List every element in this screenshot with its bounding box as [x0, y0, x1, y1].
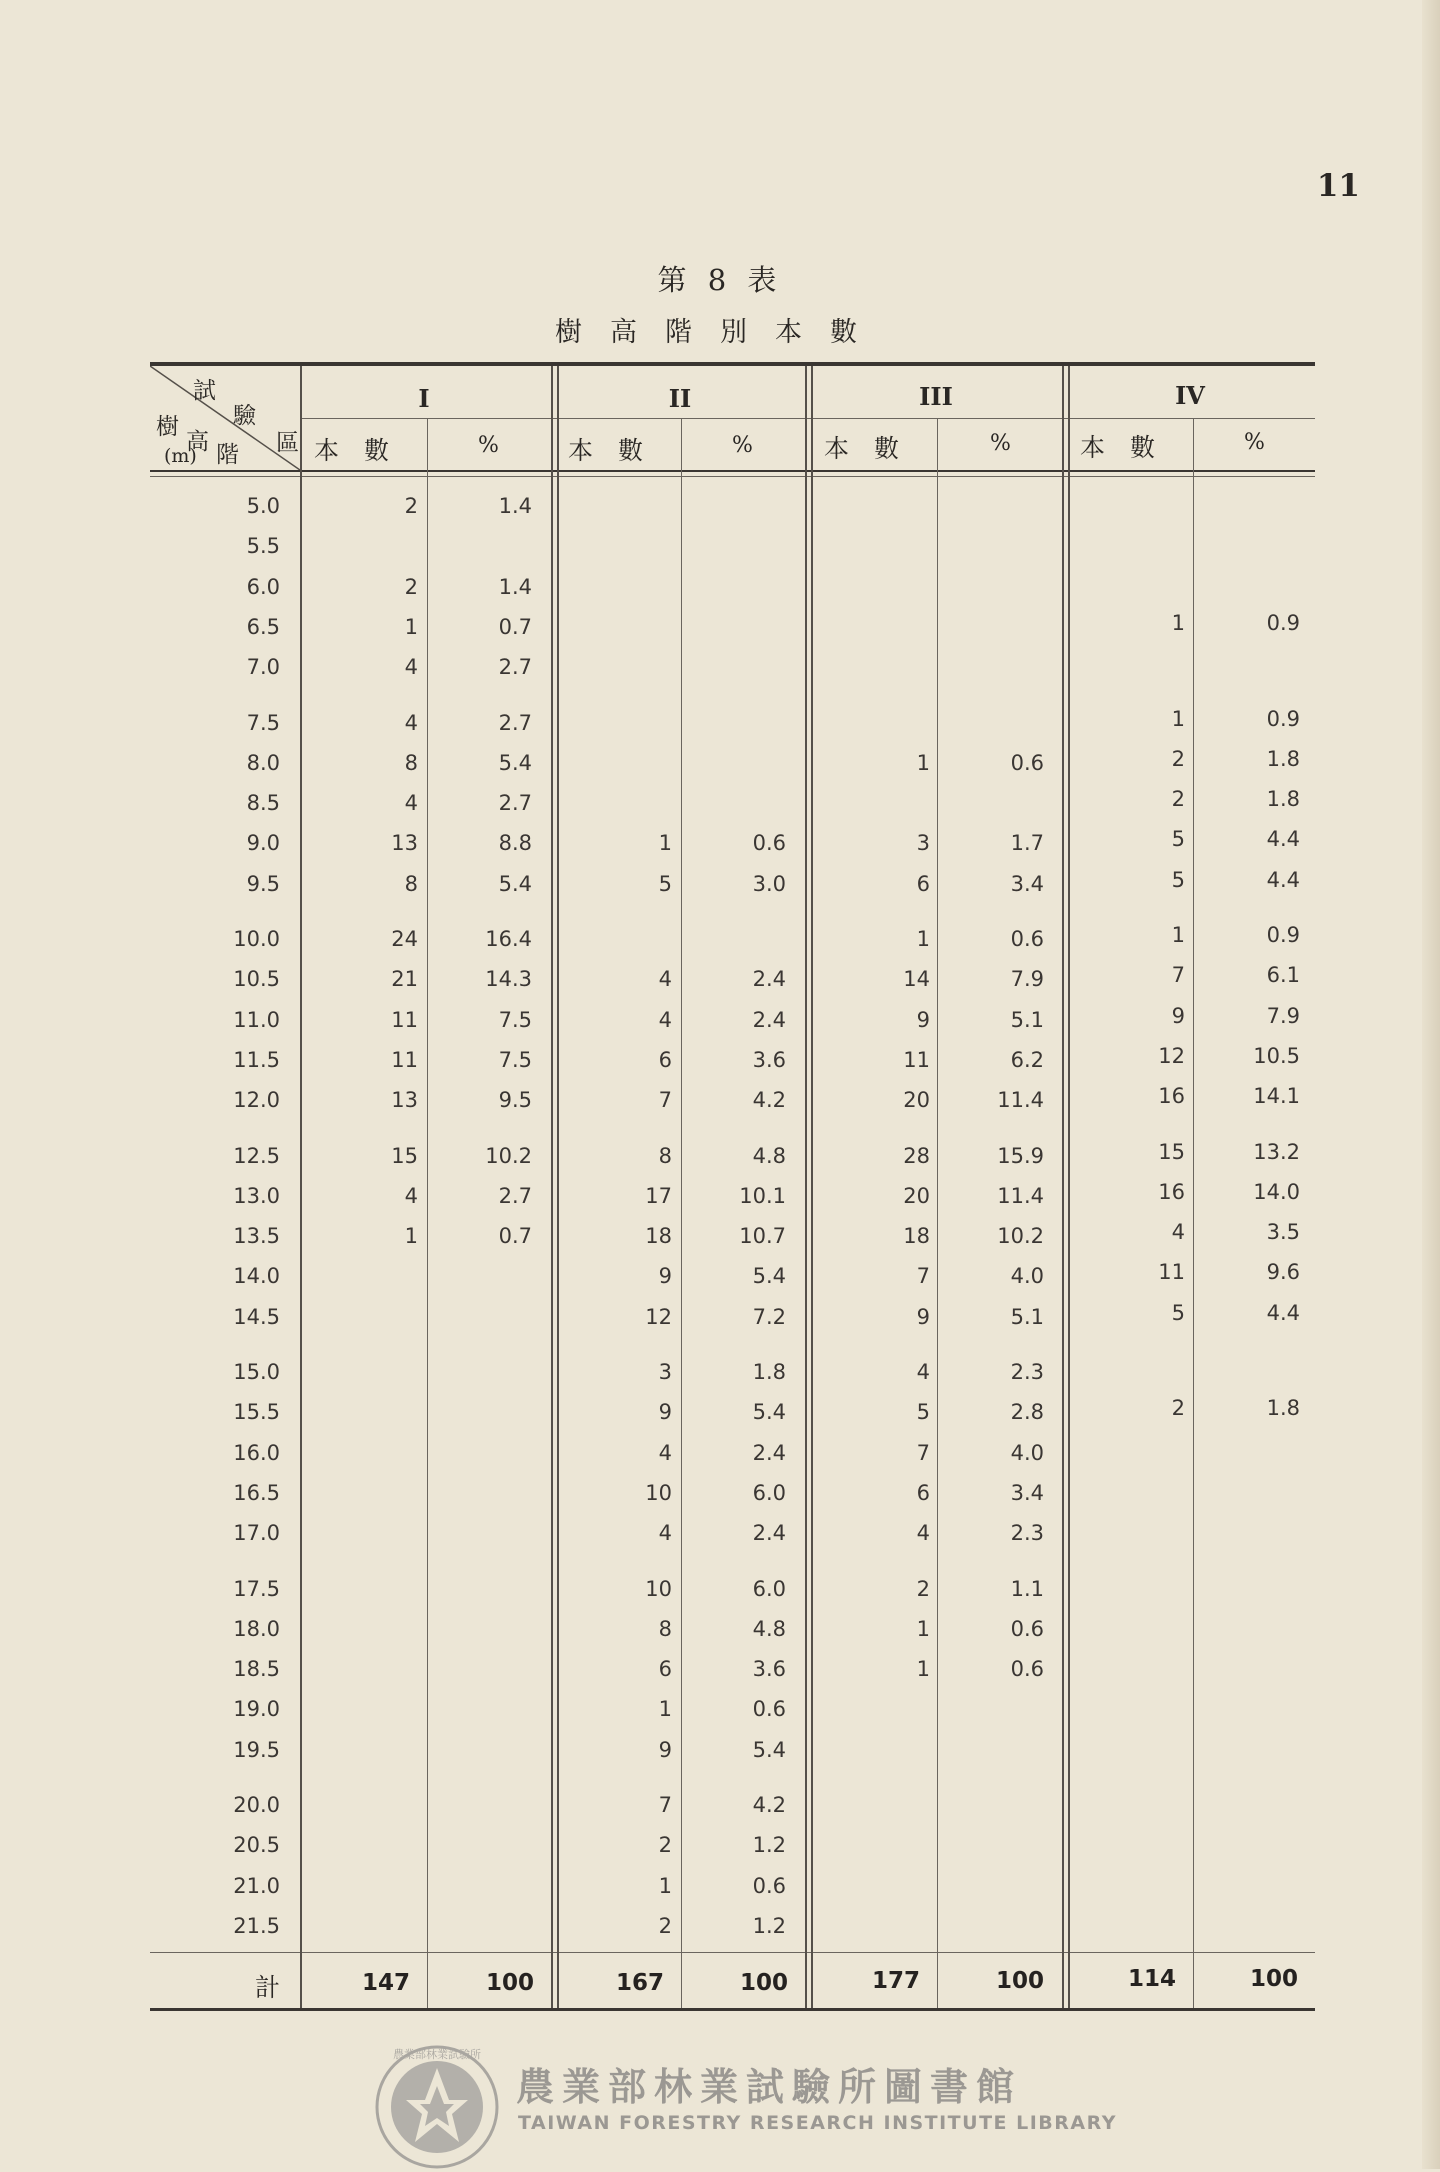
total-pct-ii: 100 — [739, 1970, 788, 1996]
cell-count-iii: 7 — [916, 1264, 930, 1289]
cell-count-iv: 1 — [1171, 610, 1185, 635]
cell-pct-i: 5.4 — [498, 750, 532, 775]
cell-count-i: 8 — [404, 871, 418, 896]
corner-label-height: 高 — [186, 429, 209, 455]
cell-count-iv: 2 — [1171, 746, 1185, 771]
cell-count-i: 2 — [404, 494, 418, 518]
cell-pct-ii: 5.4 — [752, 1400, 786, 1425]
cell-count-ii: 2 — [658, 1833, 672, 1858]
cell-pct-iv: 1.8 — [1266, 787, 1300, 812]
cell-pct-ii: 10.1 — [739, 1183, 786, 1208]
cell-pct-iv: 0.9 — [1266, 706, 1300, 731]
cell-count-i: 11 — [391, 1047, 418, 1072]
cell-pct-i: 2.7 — [498, 710, 532, 735]
cell-count-iii: 28 — [903, 1143, 930, 1168]
col-divider-ii — [681, 418, 682, 2008]
cell-count-iv: 15 — [1158, 1139, 1185, 1164]
cell-pct-i: 14.3 — [485, 967, 532, 992]
cell-count-ii: 1 — [658, 1697, 672, 1722]
corner-label-tree: 樹 — [156, 414, 179, 440]
cell-count-iv: 2 — [1171, 1396, 1185, 1421]
plot-divider-iii-iv-a — [1062, 366, 1064, 2008]
cell-count-iii: 14 — [903, 967, 930, 992]
cell-pct-iii: 11.4 — [997, 1183, 1044, 1208]
col-divider-i — [427, 418, 428, 2008]
cell-pct-i: 5.4 — [498, 871, 532, 896]
cell-pct-iv: 4.4 — [1266, 1300, 1300, 1325]
cell-pct-ii: 5.4 — [752, 1264, 786, 1289]
corner-label-class: 階 — [216, 442, 239, 468]
cell-count-ii: 1 — [658, 831, 672, 856]
cell-count-iii: 5 — [916, 1400, 930, 1425]
cell-pct-ii: 3.6 — [752, 1657, 786, 1682]
cell-pct-ii: 4.8 — [752, 1616, 786, 1641]
cell-pct-iii: 6.2 — [1010, 1047, 1044, 1072]
header-bottom-rule-2 — [150, 476, 1315, 477]
cell-pct-ii: 6.0 — [752, 1480, 786, 1505]
cell-pct-iii: 3.4 — [1010, 1480, 1044, 1505]
height-class-cell: 5.5 — [246, 534, 280, 559]
cell-count-iv: 2 — [1171, 787, 1185, 812]
height-class-cell: 20.0 — [233, 1793, 280, 1817]
height-class-cell: 12.5 — [233, 1143, 280, 1168]
corner-label-plot: 區 — [276, 430, 299, 456]
cell-count-ii: 10 — [645, 1480, 672, 1505]
cell-pct-iii: 4.0 — [1010, 1440, 1044, 1465]
cell-pct-ii: 3.6 — [752, 1047, 786, 1072]
cell-pct-iv: 9.6 — [1266, 1260, 1300, 1285]
total-label: 計 — [254, 1973, 280, 2002]
cell-count-ii: 3 — [658, 1360, 672, 1384]
cell-count-iv: 5 — [1171, 1300, 1185, 1325]
height-class-cell: 11.0 — [233, 1007, 280, 1032]
cell-pct-iii: 2.3 — [1010, 1521, 1044, 1546]
total-count-ii: 167 — [615, 1970, 664, 1996]
cell-pct-i: 10.2 — [485, 1143, 532, 1168]
height-class-cell: 8.0 — [246, 750, 280, 775]
height-class-cell: 14.0 — [233, 1264, 280, 1289]
cell-pct-ii: 0.6 — [752, 1873, 786, 1898]
height-class-cell: 13.0 — [233, 1183, 280, 1208]
height-class-cell: 18.5 — [233, 1657, 280, 1682]
cell-pct-iii: 5.1 — [1010, 1304, 1044, 1329]
cell-pct-iii: 11.4 — [997, 1088, 1044, 1113]
height-class-cell: 6.0 — [246, 574, 280, 599]
plot-header-i: I — [418, 384, 430, 413]
col-divider-height — [300, 366, 302, 2008]
cell-count-ii: 1 — [658, 1873, 672, 1898]
cell-pct-i: 2.7 — [498, 1183, 532, 1208]
height-class-cell: 19.0 — [233, 1697, 280, 1722]
cell-pct-iii: 7.9 — [1010, 967, 1044, 992]
height-class-cell: 8.5 — [246, 791, 280, 816]
cell-pct-i: 1.4 — [498, 494, 532, 518]
table-subtitle: 樹高階別本數 — [555, 317, 885, 348]
cell-pct-i: 7.5 — [498, 1007, 532, 1032]
cell-count-ii: 8 — [658, 1143, 672, 1168]
table-bottom-rule — [150, 2008, 1315, 2011]
cell-pct-ii: 2.4 — [752, 1521, 786, 1546]
height-class-cell: 15.5 — [233, 1400, 280, 1425]
cell-pct-ii: 7.2 — [752, 1304, 786, 1329]
corner-label-experiment: 驗 — [233, 403, 256, 429]
cell-count-iii: 6 — [916, 871, 930, 896]
cell-count-iii: 7 — [916, 1440, 930, 1465]
cell-pct-ii: 0.6 — [752, 831, 786, 856]
page-number: 11 — [1316, 168, 1360, 204]
cell-pct-iv: 7.9 — [1266, 1003, 1300, 1028]
cell-count-iii: 9 — [916, 1304, 930, 1329]
cell-pct-iv: 0.9 — [1266, 610, 1300, 635]
cell-count-iii: 20 — [903, 1183, 930, 1208]
total-count-i: 147 — [361, 1970, 410, 1996]
col-divider-iv — [1193, 418, 1194, 2008]
cell-pct-ii: 0.6 — [752, 1697, 786, 1722]
total-top-rule — [150, 1952, 1315, 1953]
total-pct-i: 100 — [485, 1970, 534, 1996]
cell-count-i: 13 — [391, 1088, 418, 1113]
cell-pct-ii: 1.8 — [752, 1360, 786, 1384]
height-class-cell: 13.5 — [233, 1224, 280, 1249]
cell-pct-iv: 14.1 — [1253, 1084, 1300, 1109]
plot-divider-ii-iii-b — [811, 366, 813, 2008]
subheader-pct-iv: % — [1244, 430, 1265, 455]
cell-count-i: 4 — [404, 1183, 418, 1208]
corner-label-test: 試 — [193, 378, 216, 404]
cell-count-i: 11 — [391, 1007, 418, 1032]
height-class-cell: 12.0 — [233, 1088, 280, 1113]
height-class-cell: 18.0 — [233, 1616, 280, 1641]
cell-count-ii: 4 — [658, 1007, 672, 1032]
cell-count-i: 4 — [404, 655, 418, 680]
height-class-cell: 9.5 — [246, 871, 280, 896]
cell-count-iv: 5 — [1171, 827, 1185, 852]
height-class-cell: 10.0 — [233, 927, 280, 951]
cell-count-ii: 7 — [658, 1793, 672, 1817]
cell-pct-ii: 1.2 — [752, 1833, 786, 1858]
library-name: 農業部林業試驗所圖書館 — [516, 2065, 1023, 2109]
height-class-cell: 5.0 — [246, 494, 280, 518]
height-class-cell: 6.5 — [246, 614, 280, 639]
plot-divider-iii-iv-b — [1068, 366, 1070, 2008]
cell-count-iv: 11 — [1158, 1260, 1185, 1285]
header-bottom-rule-1 — [150, 470, 1315, 472]
corner-label-unit: (m) — [164, 445, 197, 467]
cell-pct-iv: 0.9 — [1266, 923, 1300, 947]
cell-count-ii: 8 — [658, 1616, 672, 1641]
subheader-pct-iii: % — [990, 431, 1011, 456]
cell-count-i: 21 — [391, 967, 418, 992]
cell-pct-iv: 3.5 — [1266, 1220, 1300, 1245]
table-top-rule — [150, 362, 1315, 366]
total-count-iv: 114 — [1127, 1966, 1176, 1992]
height-class-cell: 21.5 — [233, 1913, 280, 1938]
library-name-english: TAIWAN FORESTRY RESEARCH INSTITUTE LIBRARY — [518, 2112, 1117, 2134]
cell-pct-ii: 1.2 — [752, 1913, 786, 1938]
cell-count-iii: 1 — [916, 927, 930, 951]
cell-count-iii: 4 — [916, 1521, 930, 1546]
height-class-cell: 7.0 — [246, 655, 280, 680]
cell-count-i: 24 — [391, 927, 418, 951]
cell-pct-i: 8.8 — [498, 831, 532, 856]
cell-pct-iii: 5.1 — [1010, 1007, 1044, 1032]
height-class-cell: 16.0 — [233, 1440, 280, 1465]
cell-pct-ii: 6.0 — [752, 1576, 786, 1601]
cell-count-iii: 4 — [916, 1360, 930, 1384]
cell-pct-i: 0.7 — [498, 1224, 532, 1249]
cell-count-iii: 9 — [916, 1007, 930, 1032]
cell-pct-ii: 4.2 — [752, 1793, 786, 1817]
subheader-count-iii: 本 數 — [824, 434, 900, 463]
cell-pct-i: 16.4 — [485, 927, 532, 951]
cell-pct-ii: 10.7 — [739, 1224, 786, 1249]
total-pct-iv: 100 — [1249, 1966, 1298, 1992]
cell-pct-iii: 1.1 — [1010, 1576, 1044, 1601]
plot-header-iv: IV — [1175, 381, 1205, 410]
cell-pct-ii: 2.4 — [752, 1007, 786, 1032]
cell-count-ii: 9 — [658, 1400, 672, 1425]
cell-count-ii: 4 — [658, 1440, 672, 1465]
plot-header-ii: II — [668, 384, 692, 413]
cell-count-iii: 11 — [903, 1047, 930, 1072]
cell-count-iv: 4 — [1171, 1220, 1185, 1245]
cell-pct-iv: 1.8 — [1266, 1396, 1300, 1421]
cell-count-i: 13 — [391, 831, 418, 856]
table-title: 第 8 表 — [657, 263, 783, 297]
library-seal-logo — [372, 2042, 502, 2172]
plot-header-iii: III — [919, 382, 953, 411]
cell-pct-iii: 0.6 — [1010, 1657, 1044, 1682]
total-count-iii: 177 — [871, 1968, 920, 1994]
col-divider-iii — [937, 418, 938, 2008]
cell-pct-ii: 5.4 — [752, 1737, 786, 1762]
height-class-cell: 10.5 — [233, 967, 280, 992]
cell-count-i: 2 — [404, 574, 418, 599]
height-class-cell: 19.5 — [233, 1737, 280, 1762]
cell-pct-iii: 2.8 — [1010, 1400, 1044, 1425]
cell-pct-ii: 2.4 — [752, 1440, 786, 1465]
cell-count-iii: 1 — [916, 750, 930, 775]
cell-count-iv: 1 — [1171, 923, 1185, 947]
cell-count-ii: 18 — [645, 1224, 672, 1249]
cell-pct-iv: 14.0 — [1253, 1179, 1300, 1204]
cell-count-iii: 6 — [916, 1480, 930, 1505]
cell-count-iv: 16 — [1158, 1179, 1185, 1204]
height-class-cell: 21.0 — [233, 1873, 280, 1898]
height-class-cell: 9.0 — [246, 831, 280, 856]
plot-divider-i-ii-a — [551, 366, 553, 2008]
cell-count-i: 4 — [404, 791, 418, 816]
cell-count-ii: 2 — [658, 1913, 672, 1938]
cell-pct-iv: 4.4 — [1266, 867, 1300, 892]
cell-count-ii: 12 — [645, 1304, 672, 1329]
cell-pct-iv: 13.2 — [1253, 1139, 1300, 1164]
cell-count-ii: 4 — [658, 967, 672, 992]
total-pct-iii: 100 — [995, 1968, 1044, 1994]
cell-count-iii: 2 — [916, 1576, 930, 1601]
cell-count-iv: 16 — [1158, 1084, 1185, 1109]
subheader-count-iv: 本 數 — [1080, 433, 1156, 462]
cell-count-iv: 5 — [1171, 867, 1185, 892]
cell-count-iii: 18 — [903, 1224, 930, 1249]
cell-pct-iii: 1.7 — [1010, 831, 1044, 856]
cell-count-ii: 6 — [658, 1657, 672, 1682]
cell-count-iii: 20 — [903, 1088, 930, 1113]
plot-subheader-rule — [300, 418, 1315, 419]
cell-count-ii: 9 — [658, 1737, 672, 1762]
height-class-cell: 11.5 — [233, 1047, 280, 1072]
height-class-cell: 16.5 — [233, 1480, 280, 1505]
subheader-pct-ii: % — [732, 433, 753, 458]
cell-pct-i: 2.7 — [498, 791, 532, 816]
cell-count-ii: 5 — [658, 871, 672, 896]
seal-text: 農業部林業試驗所 — [393, 2048, 481, 2061]
plot-divider-ii-iii-a — [805, 366, 807, 2008]
height-class-cell: 17.5 — [233, 1576, 280, 1601]
cell-pct-i: 2.7 — [498, 655, 532, 680]
cell-pct-iii: 0.6 — [1010, 750, 1044, 775]
cell-pct-iii: 0.6 — [1010, 1616, 1044, 1641]
cell-count-ii: 10 — [645, 1576, 672, 1601]
cell-count-ii: 17 — [645, 1183, 672, 1208]
cell-pct-ii: 2.4 — [752, 967, 786, 992]
height-class-cell: 7.5 — [246, 710, 280, 735]
cell-pct-iii: 15.9 — [997, 1143, 1044, 1168]
cell-count-i: 15 — [391, 1143, 418, 1168]
cell-count-iii: 3 — [916, 831, 930, 856]
cell-pct-iv: 1.8 — [1266, 746, 1300, 771]
cell-count-i: 8 — [404, 750, 418, 775]
cell-count-ii: 7 — [658, 1088, 672, 1113]
cell-count-iv: 7 — [1171, 963, 1185, 988]
cell-count-iv: 1 — [1171, 706, 1185, 731]
plot-divider-i-ii-b — [557, 366, 559, 2008]
cell-pct-i: 9.5 — [498, 1088, 532, 1113]
cell-pct-i: 0.7 — [498, 614, 532, 639]
subheader-pct-i: % — [478, 433, 499, 458]
cell-count-i: 1 — [404, 1224, 418, 1249]
cell-pct-ii: 4.8 — [752, 1143, 786, 1168]
cell-pct-iv: 10.5 — [1253, 1043, 1300, 1068]
cell-count-i: 1 — [404, 614, 418, 639]
cell-count-ii: 4 — [658, 1521, 672, 1546]
cell-count-iii: 1 — [916, 1616, 930, 1641]
cell-count-ii: 9 — [658, 1264, 672, 1289]
cell-pct-iii: 2.3 — [1010, 1360, 1044, 1384]
cell-count-ii: 6 — [658, 1047, 672, 1072]
subheader-count-ii: 本 數 — [568, 436, 644, 465]
height-class-cell: 15.0 — [233, 1360, 280, 1384]
subheader-count-i: 本 數 — [314, 436, 390, 465]
height-class-cell: 20.5 — [233, 1833, 280, 1858]
cell-pct-ii: 3.0 — [752, 871, 786, 896]
cell-pct-i: 7.5 — [498, 1047, 532, 1072]
cell-pct-iii: 0.6 — [1010, 927, 1044, 951]
cell-pct-iii: 10.2 — [997, 1224, 1044, 1249]
cell-pct-ii: 4.2 — [752, 1088, 786, 1113]
height-class-cell: 17.0 — [233, 1521, 280, 1546]
cell-count-iii: 1 — [916, 1657, 930, 1682]
cell-pct-iii: 4.0 — [1010, 1264, 1044, 1289]
cell-pct-iii: 3.4 — [1010, 871, 1044, 896]
cell-pct-iv: 6.1 — [1266, 963, 1300, 988]
height-class-cell: 14.5 — [233, 1304, 280, 1329]
cell-pct-iv: 4.4 — [1266, 827, 1300, 852]
cell-count-iv: 12 — [1158, 1043, 1185, 1068]
cell-count-i: 4 — [404, 710, 418, 735]
cell-pct-i: 1.4 — [498, 574, 532, 599]
cell-count-iv: 9 — [1171, 1003, 1185, 1028]
